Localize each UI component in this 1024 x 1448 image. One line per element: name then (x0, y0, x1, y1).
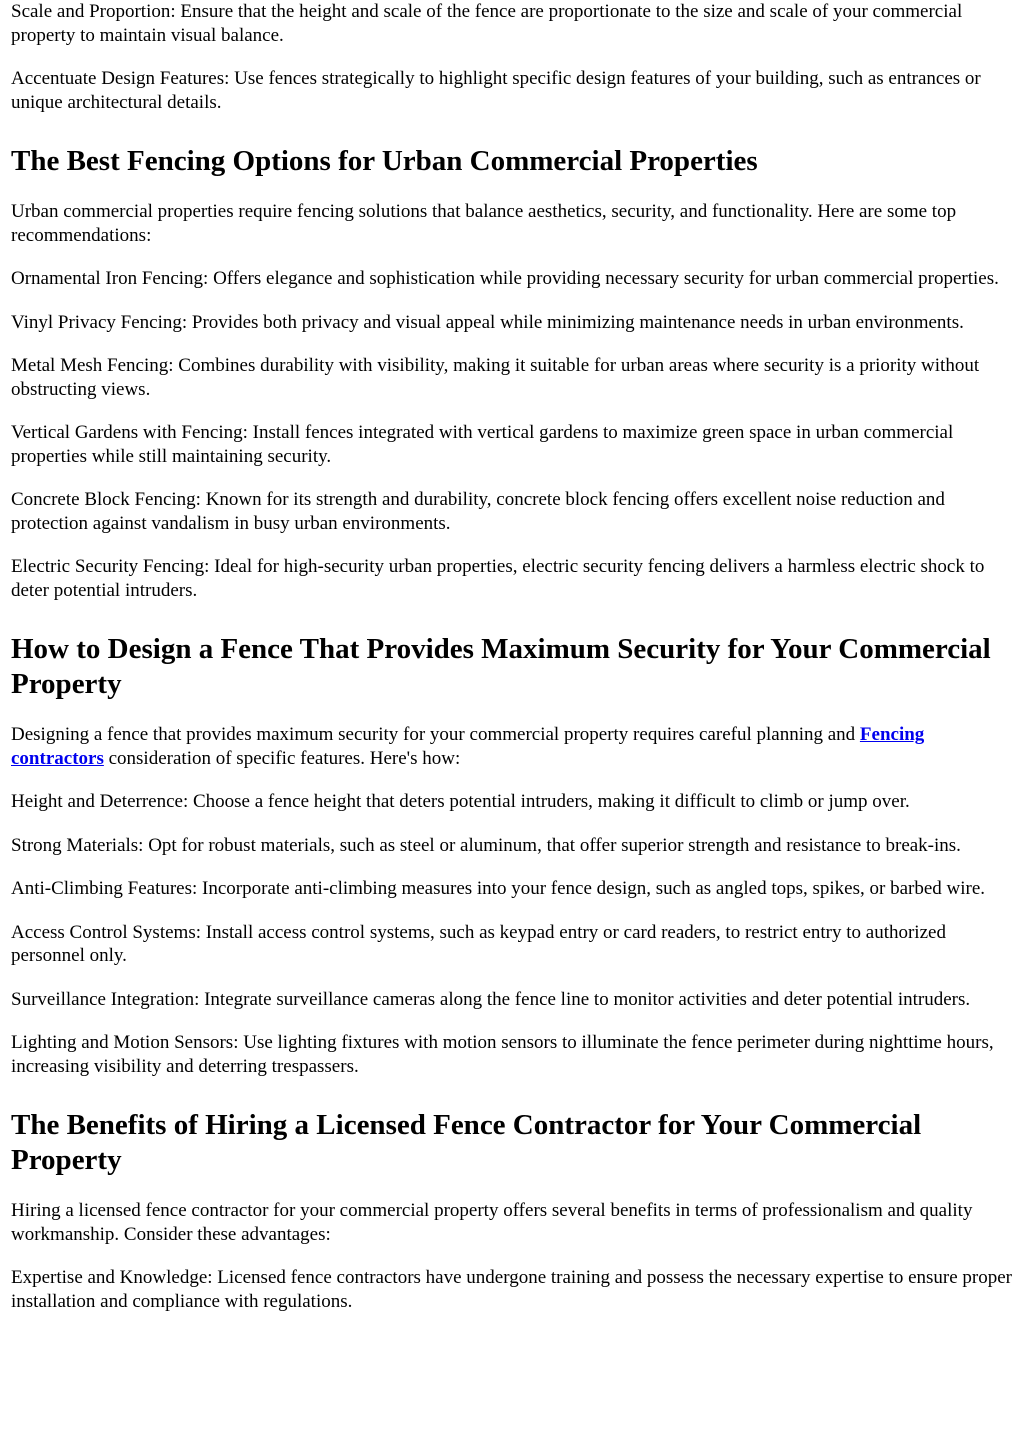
paragraph-accentuate-design: Accentuate Design Features: Use fences strategically to highlight specific design features of your building, such as entrances or unique architectural details. (11, 68, 981, 113)
list-item-vinyl-privacy: Vinyl Privacy Fencing: Provides both privacy and visual appeal while minimizing maintenance needs in urban environments. (11, 311, 964, 333)
section1-intro: Urban commercial properties require fencing solutions that balance aesthetics, security, and functionality. Here are some top recommendations: (11, 201, 957, 246)
list-item-vertical-gardens: Vertical Gardens with Fencing: Install fences integrated with vertical gardens to maximize green space in urban commercial properties while still maintaining security. (11, 422, 954, 467)
list-item-height-deterrence: Height and Deterrence: Choose a fence height that deters potential intruders, making it difficult to climb or jump over. (11, 791, 910, 812)
list-item-expertise-knowledge: Expertise and Knowledge: Licensed fence contractors have undergone training and possess the necessary expertise to ensure proper installation and compliance with regulations. (11, 1267, 1013, 1312)
list-item-surveillance: Surveillance Integration: Integrate surveillance cameras along the fence line to monitor activities and deter potential intruders. (11, 988, 971, 1010)
article-body (11, 0, 1015, 1333)
section3-intro: Hiring a licensed fence contractor for your commercial property offers several benefits in terms of professionalism and quality workmanship. Consider these advantages: (11, 1200, 973, 1245)
section-heading-maximum-security: How to Design a Fence That Provides Maximum Security for Your Commercial Property (11, 633, 991, 700)
list-item-metal-mesh: Metal Mesh Fencing: Combines durability with visibility, making it suitable for urban areas where security is a priority without obstructing views. (11, 355, 980, 400)
paragraph-scale-proportion: Scale and Proportion: Ensure that the height and scale of the fence are proportionate to the size and scale of your commercial property to maintain visual balance. (11, 1, 963, 46)
list-item-lighting-motion: Lighting and Motion Sensors: Use lighting fixtures with motion sensors to illuminate the fence perimeter during nighttime hours, increasing visibility and deterring trespassers. (11, 1032, 994, 1077)
section-heading-best-fencing-options: The Best Fencing Options for Urban Commercial Properties (11, 145, 758, 177)
section-heading-licensed-contractor: The Benefits of Hiring a Licensed Fence Contractor for Your Commercial Property (11, 1109, 922, 1176)
list-item-strong-materials: Strong Materials: Opt for robust materials, such as steel or aluminum, that offer superior strength and resistance to break-ins. (11, 834, 961, 856)
section2-intro (11, 723, 1015, 770)
list-item-anti-climbing: Anti-Climbing Features: Incorporate anti-climbing measures into your fence design, such as angled tops, spikes, or barbed wire. (11, 878, 986, 899)
section2-intro-after-link: consideration of specific features. Here's how: (103, 747, 461, 769)
list-item-ornamental-iron: Ornamental Iron Fencing: Offers elegance and sophistication while providing necessary security for urban commercial properties. (11, 268, 999, 289)
section2-intro-before-link: Designing a fence that provides maximum security for your commercial property requires careful planning and (11, 724, 860, 745)
list-item-access-control: Access Control Systems: Install access control systems, such as keypad entry or card readers, to restrict entry to authorized personnel only. (11, 921, 946, 966)
fencing-contractors-link[interactable]: Fencing contractors (11, 724, 925, 769)
list-item-electric-security: Electric Security Fencing: Ideal for high-security urban properties, electric security fencing delivers a harmless electric shock to deter potential intruders. (11, 556, 985, 601)
list-item-concrete-block: Concrete Block Fencing: Known for its strength and durability, concrete block fencing offers excellent noise reduction and protection against vandalism in busy urban environments. (11, 489, 945, 534)
